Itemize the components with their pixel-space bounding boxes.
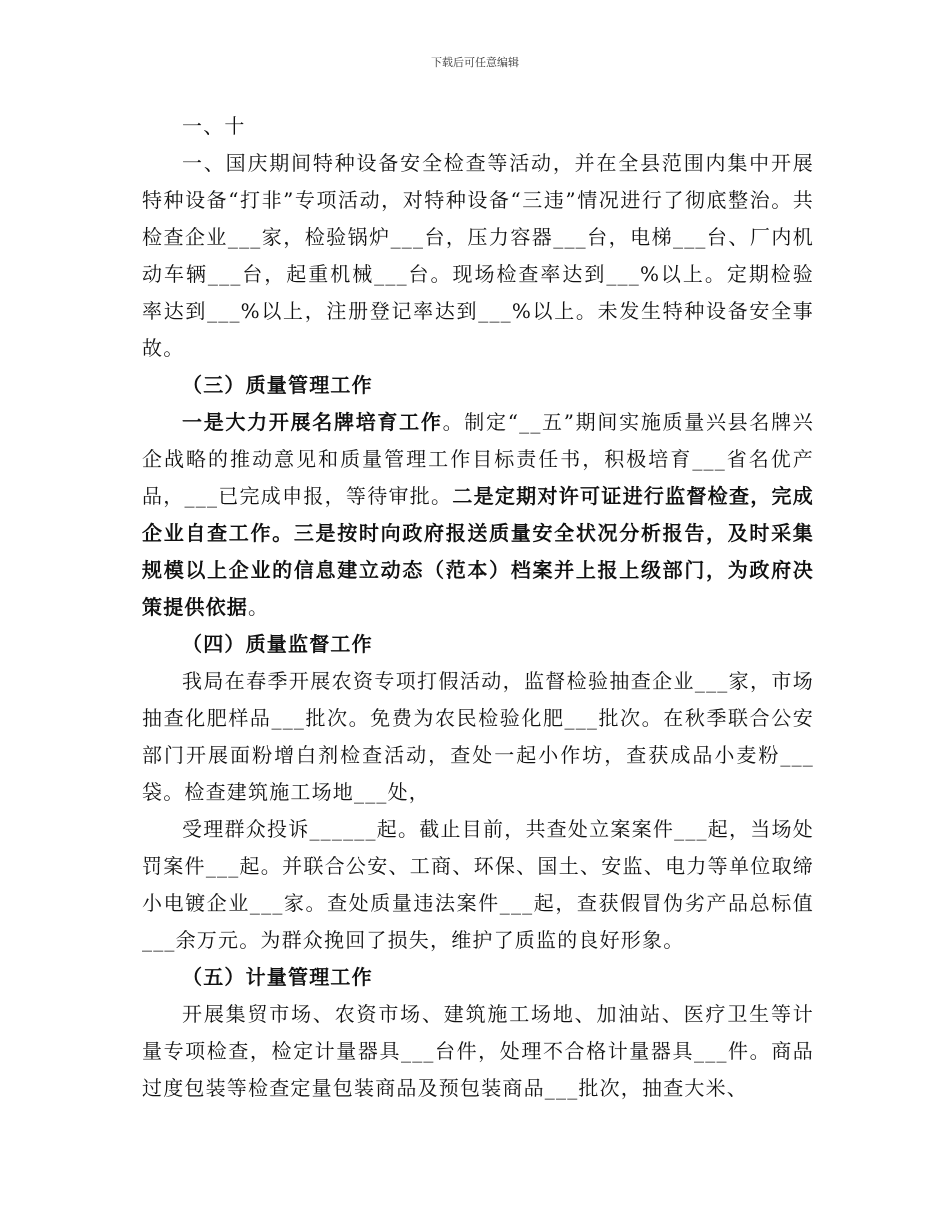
- paragraph-quality-supervision-2: 受理群众投诉______起。截止目前，共查处立案案件___起，当场处罚案件___起。并联合公安、工商、环保、国土、安监、电力等单位取缔小电镀企业___家。查处质量违法案件___起，查获假冒伪劣产品总标值___余万元。为群众挽回了损失，维护了质监的良好形象。: [142, 817, 814, 952]
- bold-text-license-supervision: 二是定期对许可证进行监督检查，完成企业自查工作。三是按时向政府报送质量安全状况分析报告，及时采集规模以上企业的信息建立动态（范本）档案并上报上级部门，为政府决策提供依据: [142, 484, 815, 619]
- paragraph-special-equipment: 一、国庆期间特种设备安全检查等活动，并在全县范围内集中开展特种设备“打非”专项活动，对特种设备“三违”情况进行了彻底整治。共检查企业___家，检验锅炉___台，压力容器___台，电梯___台、厂内机动车辆___台，起重机械___台。现场检查率达到___%以上。定期检验率达到___%以上，注册登记率达到___%以上。未发生特种设备安全事故。: [142, 151, 814, 360]
- heading-metrology-management: （五）计量管理工作: [182, 965, 373, 989]
- text-period: 。: [248, 595, 270, 619]
- text-brand-cultivation: 。制定“__五”期间实施质量兴县名牌兴企战略的推动意见和质量管理工作目标责任书，积极培育___省名优产品，___已完成申报，等待审批。: [142, 410, 815, 508]
- page-header: 下载后可任意编辑: [431, 56, 519, 69]
- heading-quality-management: （三）质量管理工作: [182, 373, 373, 397]
- paragraph-metrology-management: 开展集贸市场、农资市场、建筑施工场地、加油站、医疗卫生等计量专项检查，检定计量器具___台件，处理不合格计量器具___件。商品过度包装等检查定量包装商品及预包装商品___批次，抽查大米、: [142, 1002, 814, 1100]
- bold-text-brand-cultivation: 一是大力开展名牌培育工作: [182, 410, 443, 434]
- document-body: [142, 108, 814, 1107]
- paragraph-quality-supervision-1: 我局在春季开展农资专项打假活动，监督检验抽查企业___家，市场抽查化肥样品___批次。免费为农民检验化肥___批次。在秋季联合公安部门开展面粉增白剂检查活动，查处一起小作坊，查获成品小麦粉___袋。检查建筑施工场地___处，: [142, 669, 814, 804]
- section-title: 一、十: [182, 114, 246, 138]
- heading-quality-supervision: （四）质量监督工作: [182, 632, 373, 656]
- paragraph-quality-management: [142, 404, 814, 626]
